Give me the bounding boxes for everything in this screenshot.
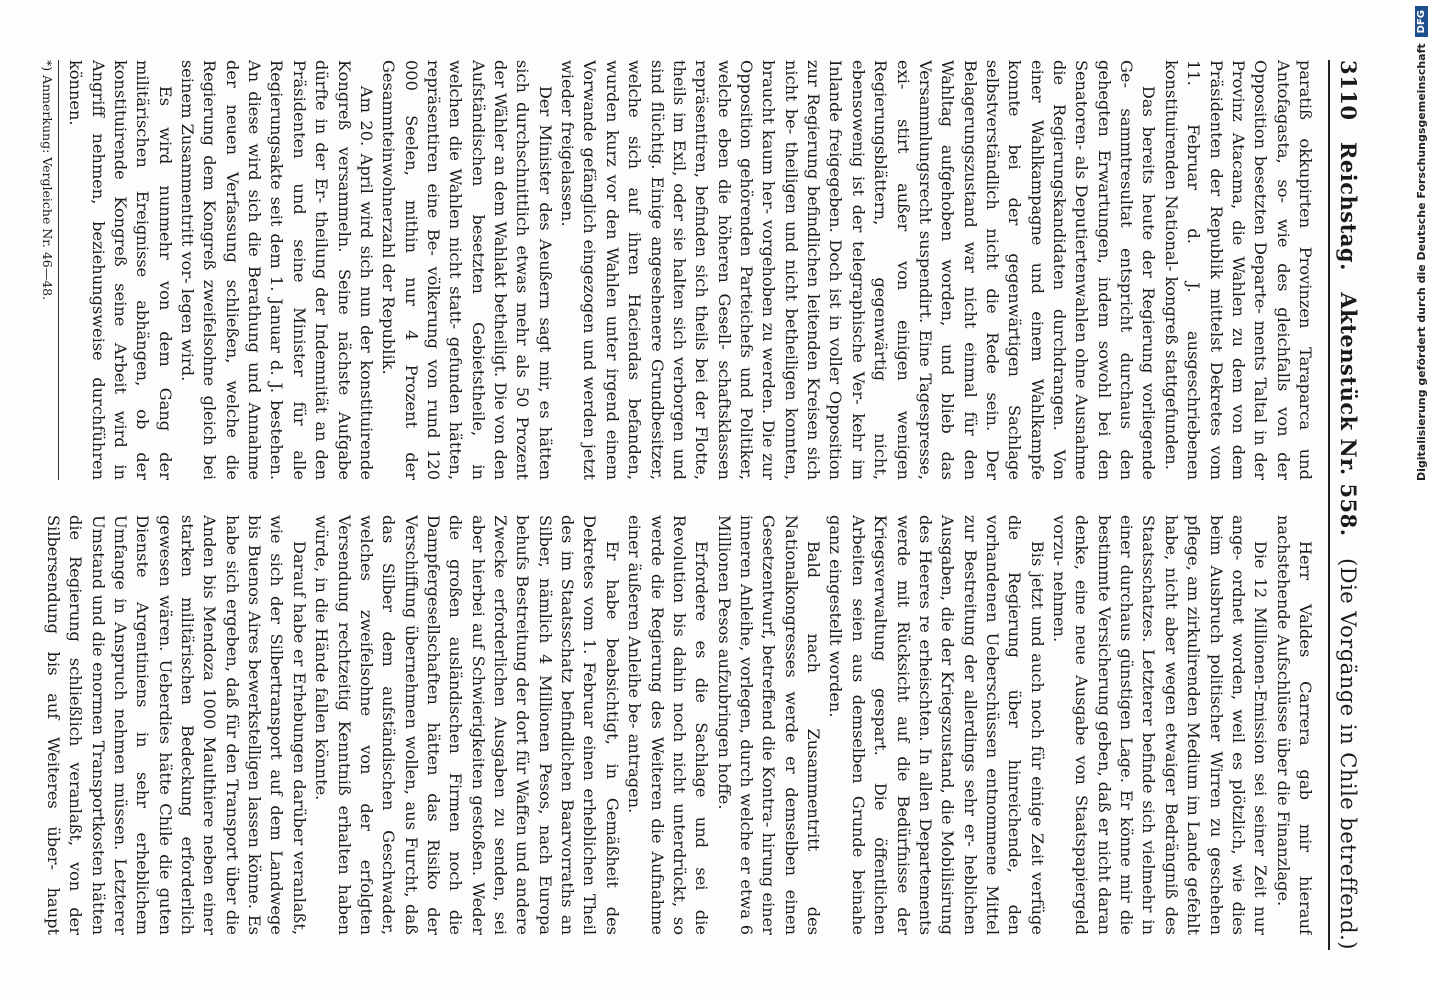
right-column [40, 515, 1316, 935]
paragraph: paratiß okkupirten Provinzen Taraparca und Antofagasta, so- wie des gleichfalls von der Opposition besetzten Departe- ments Taltal in der Provinz Atacama, die Wahlen zu dem von dem Präsidenten der Republik mittelst Dekretes vom 11. Februar d. J. ausgeschriebenen konstituirenden National- kongreß stattgefunden. [1161, 60, 1315, 480]
footnote: *) Anmerkung: Vergleiche Nr. 46—48. [40, 60, 59, 480]
header-center-label: Aktenstück Nr. 558. [1336, 292, 1361, 537]
paragraph: Der Minister des Aeußern sagt mir, es hätten sich durchschnittlich etwas mehr als 50 Prozent der Wähler an dem Wahlakt betheiligt. Die von den Aufständischen besetzten Gebietstheile, in welchen die Wahlen nicht statt- gefunden hätten, repräsentiren eine Be- völkerung von rund 120 000 Seelen, mithin nur 4 Prozent der Gesammteinwohnerzahl der Republik. [379, 60, 555, 480]
page-number: 3110 [1336, 60, 1361, 121]
header-rule [1328, 60, 1330, 950]
header-left-label: Reichstag. [1336, 141, 1361, 271]
paragraph: Herr Valdes Carrera gab mir hierauf nachstehende Aufschlüsse über die Finanzlage. [1273, 515, 1315, 935]
page-header [1336, 60, 1368, 950]
dfg-logo: DFG [1415, 6, 1428, 37]
header-right-label: (Die Vorgänge in Chile betreffend.) [1336, 558, 1360, 950]
paragraph: Das bereits heute der Regierung vorliegende Ge- sammtresultat entspricht durchaus den gehegten Erwartungen, indem sowohl bei den Senatoren- als Deputiertenwahlen ohne Ausnahme die Regierungskandidaten durchdrangen. Von einer Wahlkampagne und einem Wahlkampfe konnte bei der gegenwärtigen Sachlage selbstverständlich nicht die Rede sein. Der Belagerungszustand war nicht einmal für den Wahltag aufgehoben worden, und blieb das Versammlungsrecht suspendirt. Eine Tagespresse, exi- stirt außer von einigen wenigen Regierungsblättern, gegenwärtig nicht, ebensowenig ist der telegraphische Ver- kehr im Inlande freigegeben. Doch ist in voller Opposition zur Regierung befindlichen leitenden Kreisen sich nicht be- theiligen und nicht betheiligen konnten, braucht kaum her- vorgehoben zu werden. Die zur Opposition gehörenden Parteichefs und Politiker, welche eben die höheren Gesell- schaftsklassen repräsentiren, befinden sich theils bei der Flotte, theils im Exil, oder sie halten sich verborgen und sind flüchtig. Einige angesehenere Grundbesitzer, welche sich auf ihren Haciendas befanden, wurden kurz vor den Wahlen unter irgend einem Vorwande gefänglich eingezogen und werden jetzt wieder freigelassen. [558, 60, 1159, 480]
paragraph: Darauf habe er Erhebungen darüber veranlaßt, wie sich der Silbertransport auf dem Landwege bis Buenos Aires bewerkstelligen lassen könne. Es habe sich ergeben, daß für den Transport über die Anden bis Mendoza 1000 Maulthiere neben einer starken militärischen Bedeckung erforderlich gewesen wären. Ueberdies hätte Chile die guten Dienste Argentiniens in sehr erheblichem Umfange in Anspruch nehmen müssen. Letzterer Umstand und die enormen Transportkosten hätten die Regierung schließlich veranlaßt, von der Silbersendung bis auf Weiteres über- haupt [43, 515, 309, 935]
paragraph: Er habe beabsichtigt, in Gemäßheit des Dekretes vom 1. Februar einen erheblichen Theil des im Staatsschatz befindlichen Baarvorraths an Silber, nämlich 4 Millionen Pesos, nach Europa behufs Bestreitung der dort für Waffen und andere Zwecke erforderlichen Ausgaben zu senden, sei aber hierbei auf Schwierigkeiten gestoßen. Weder die großen ausländischen Firmen noch die Dampfergesellschaften hätten das Risiko der Verschiffung übernehmen wollen, aus Furcht, daß das Silber dem aufständischen Geschwader, welches zweifelsohne von der erfolgten Versendung rechtzeitig Kenntniß erhalten haben würde, in die Hände fallen könnte. [312, 515, 622, 935]
paragraph: Es wird nunmehr von dem Gang der militärischen Ereignisse abhängen, ob der konstituirende Kongreß seine Arbeit wird in Angriff nehmen, beziehungsweise durchführen können. [66, 60, 175, 480]
digitization-credit [1410, 6, 1432, 1000]
paragraph: Bis jetzt und auch noch für einige Zeit verfüge die Regierung über hinreichende, den vorhandenen Ueberschüssen entnommene Mittel zur Bestreitung der allerdings sehr er- heblichen Ausgaben, die der Kriegszustand, die Mobilisirung des Heeres re erheischten. In allen Departements werde mit Rücksicht auf die Bedürfnisse der Kriegsverwaltung gespart. Die öffentlichen Arbeiten seien aus demselben Grunde beinahe ganz eingestellt worden. [826, 515, 1047, 935]
paragraph: Am 20. April wird sich nun der konstituirende Kongreß versammeln. Seine nächste Aufgabe dürfte in der Er- theilung der Indemnität an den Präsidenten und seine Minister für alle Regierungsakte seit dem 1. Januar d. J. bestehen. An diese wird sich die Berathung und Annahme der neuen Verfassung schließen, welche die Regierung dem Kongreß zweifelsohne gleich bei seinem Zusammentritt vor- legen wird. [178, 60, 376, 480]
paragraph: Erfordere es die Sachlage und sei die Revolution bis dahin noch nicht unterdrückt, so werde die Regierung des Weiteren die Aufnahme einer äußeren Anleihe be- antragen. [625, 515, 712, 935]
paragraph: Bald nach Zusammentritt des Nationalkongresses werde er demselben einen Gesetzentwurf, betreffend die Kontra- hirung einer inneren Anleihe, vorlegen, durch welche er etwa 6 Millionen Pesos aufzubringen hoffe. [714, 515, 824, 935]
paragraph: Die 12 Millionen-Emission sei seiner Zeit nur ange- ordnet worden, weil es plötzlich, wie dies beim Ausbruch politischer Wirren zu geschehen pflege, am zirkulirenden Medium im Lande gefehlt habe, nicht aber wegen etwaiger Bedrängniß des Staatsschatzes. Letzterer befinde sich vielmehr in einer durchaus günstigen Lage. Er könne mir die bestimmte Versicherung geben, daß er nicht daran denke, eine neue Ausgabe von Staatspapiergeld vorzu- nehmen. [1050, 515, 1271, 935]
left-column [40, 60, 1316, 480]
credit-text: Digitalisierung gefördert durch die Deutsche Forschungsgemeinschaft [1414, 43, 1428, 482]
